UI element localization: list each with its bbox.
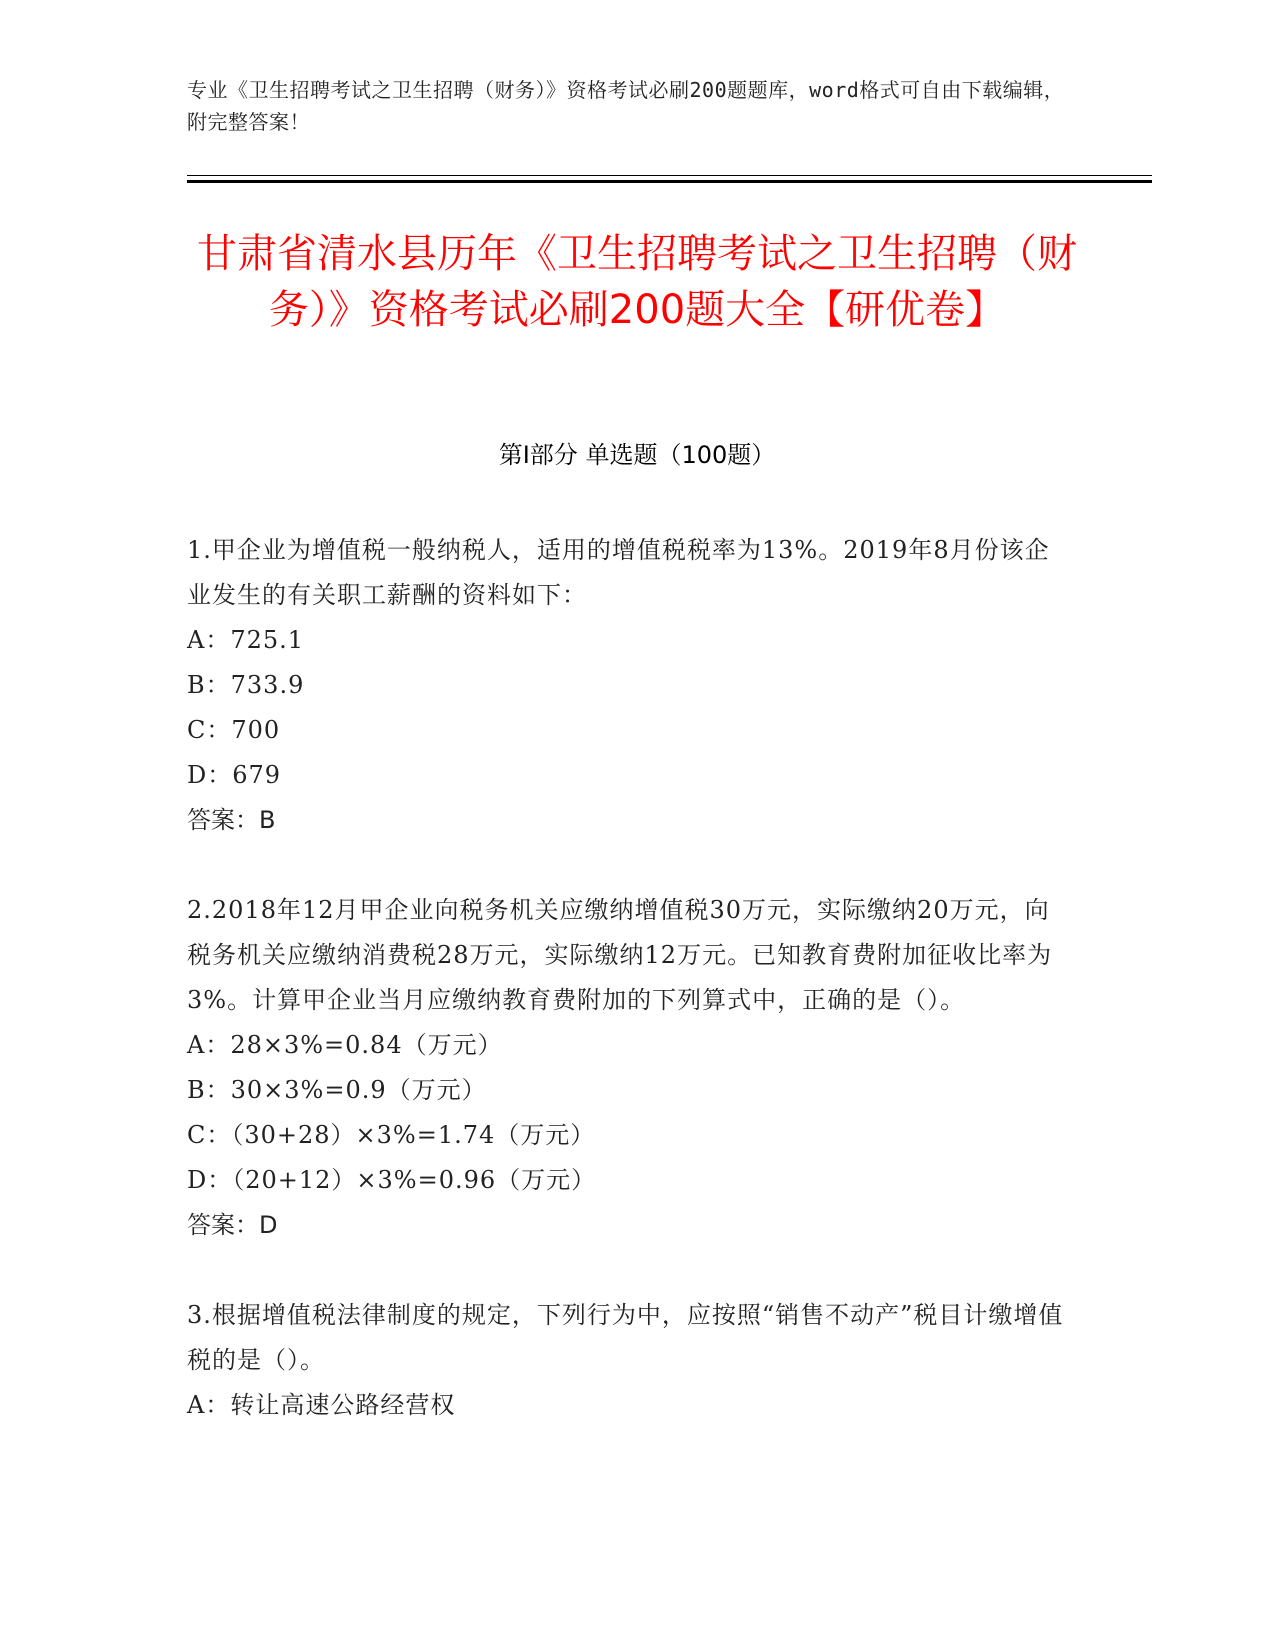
option-a: A：转让高速公路经营权 bbox=[187, 1391, 456, 1419]
question-1 bbox=[187, 528, 1067, 843]
question-2 bbox=[187, 888, 1067, 1248]
option-d: D：679 bbox=[187, 761, 282, 789]
document-title: 甘肃省清水县历年《卫生招聘考试之卫生招聘（财务）》资格考试必刷200题大全【研优卷】 bbox=[197, 231, 1077, 333]
answer-line: 答案：B bbox=[187, 806, 276, 834]
option-a: A：725.1 bbox=[187, 626, 305, 654]
question-3 bbox=[187, 1293, 1067, 1428]
option-b: B：30×3%=0.9（万元） bbox=[187, 1076, 487, 1104]
option-c: C：（30+28）×3%=1.74（万元） bbox=[187, 1121, 596, 1149]
question-stem: 3.根据增值税法律制度的规定，下列行为中，应按照“销售不动产”税目计缴增值税的是（）。 bbox=[187, 1301, 1064, 1374]
question-stem: 1.甲企业为增值税一般纳税人，适用的增值税税率为13%。2019年8月份该企业发生的有关职工薪酬的资料如下： bbox=[187, 536, 1050, 609]
header-rule-thin bbox=[187, 175, 1152, 176]
option-c: C：700 bbox=[187, 716, 281, 744]
answer-line: 答案：D bbox=[187, 1211, 278, 1239]
option-d: D：（20+12）×3%=0.96（万元） bbox=[187, 1166, 597, 1194]
header-rule-thick bbox=[187, 180, 1152, 183]
question-stem: 2.2018年12月甲企业向税务机关应缴纳增值税30万元，实际缴纳20万元，向税务机关应缴纳消费税28万元，实际缴纳12万元。已知教育费附加征收比率为3%。计算甲企业当月应缴纳教育费附加的下列算式中，正确的是（）。 bbox=[187, 896, 1053, 1014]
question-list bbox=[187, 528, 1067, 1473]
option-b: B：733.9 bbox=[187, 671, 305, 699]
header-note: 专业《卫生招聘考试之卫生招聘（财务）》资格考试必刷200题题库，word格式可自由下载编辑，附完整答案！ bbox=[187, 78, 1065, 134]
option-a: A：28×3%=0.84（万元） bbox=[187, 1031, 503, 1059]
section-heading: 第Ⅰ部分 单选题（100题） bbox=[498, 441, 776, 469]
